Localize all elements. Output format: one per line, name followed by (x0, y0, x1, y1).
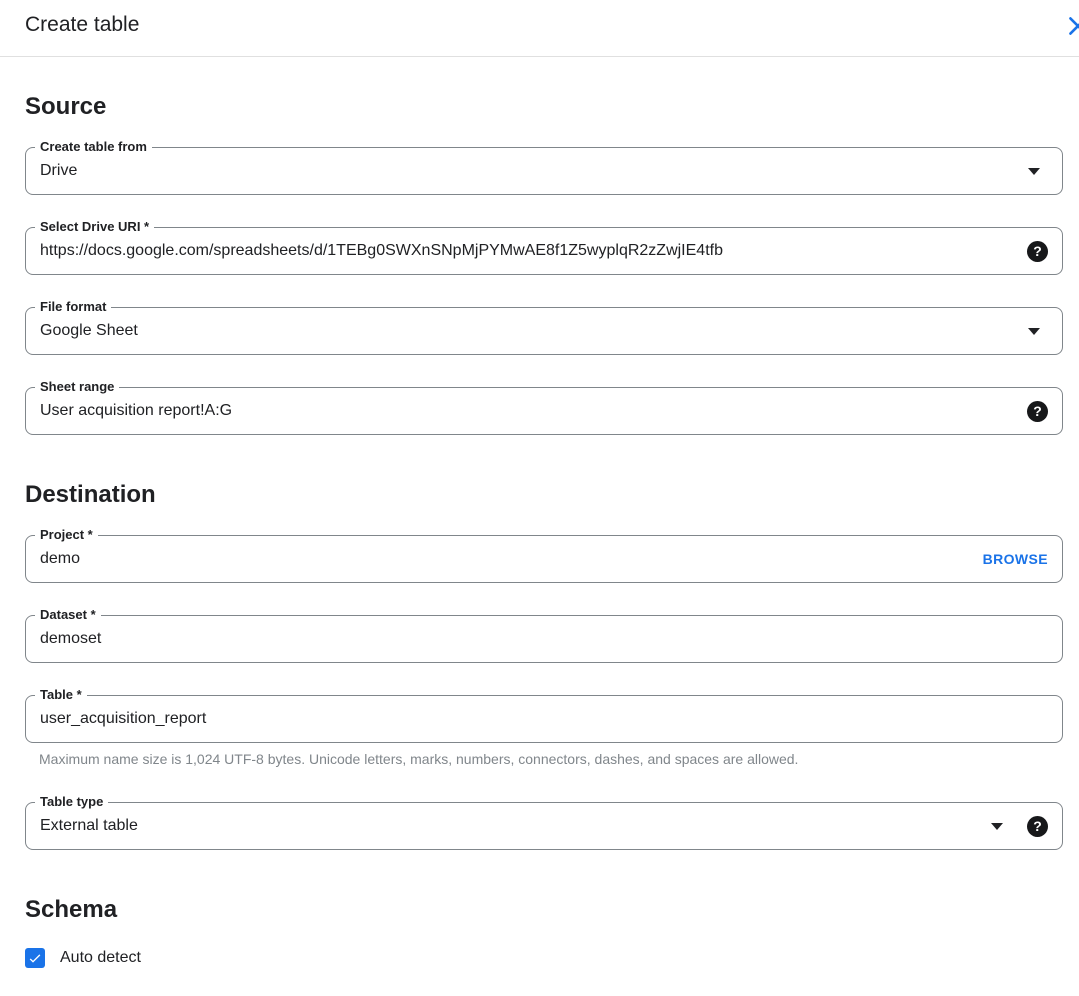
table-name-helper-text: Maximum name size is 1,024 UTF-8 bytes. Unicode letters, marks, numbers, connectors, dashes, and spaces are allowed. (39, 751, 799, 767)
create-table-from-select[interactable] (25, 139, 1063, 195)
chevron-down-icon (1028, 168, 1040, 175)
close-icon[interactable] (1065, 13, 1079, 39)
dataset-label: Dataset * (35, 607, 101, 623)
dataset-field (25, 607, 1063, 663)
table-type-label: Table type (35, 794, 108, 810)
drive-uri-field (25, 219, 1063, 275)
create-table-form (0, 93, 1079, 968)
file-format-label: File format (35, 299, 111, 315)
page-title: Create table (25, 13, 140, 36)
create-table-from-value: Drive (40, 162, 78, 179)
sheet-range-field (25, 379, 1063, 435)
table-name-label: Table * (35, 687, 87, 703)
checkbox-checked-icon[interactable] (25, 948, 45, 968)
create-table-from-label: Create table from (35, 139, 152, 155)
table-name-field (25, 687, 1063, 743)
help-icon[interactable]: ? (1027, 816, 1048, 837)
browse-button[interactable]: BROWSE (982, 551, 1048, 567)
project-input[interactable] (40, 550, 967, 568)
auto-detect-checkbox-row[interactable] (25, 948, 1063, 968)
drive-uri-label: Select Drive URI * (35, 219, 154, 235)
destination-section-heading: Destination (25, 481, 156, 508)
panel-header (0, 0, 1079, 57)
drive-uri-input[interactable] (40, 242, 1011, 260)
table-name-input[interactable] (40, 710, 1048, 728)
table-type-select[interactable] (25, 794, 1063, 850)
chevron-down-icon (991, 823, 1003, 830)
project-label: Project * (35, 527, 98, 543)
table-type-value: External table (40, 817, 138, 834)
help-icon[interactable]: ? (1027, 401, 1048, 422)
dataset-input[interactable] (40, 630, 1048, 648)
file-format-value: Google Sheet (40, 322, 138, 339)
auto-detect-label: Auto detect (60, 949, 141, 966)
sheet-range-label: Sheet range (35, 379, 119, 395)
help-icon[interactable]: ? (1027, 241, 1048, 262)
source-section-heading: Source (25, 93, 107, 120)
project-field (25, 527, 1063, 583)
file-format-select[interactable] (25, 299, 1063, 355)
schema-section-heading: Schema (25, 896, 118, 923)
sheet-range-input[interactable] (40, 402, 1011, 420)
chevron-down-icon (1028, 328, 1040, 335)
